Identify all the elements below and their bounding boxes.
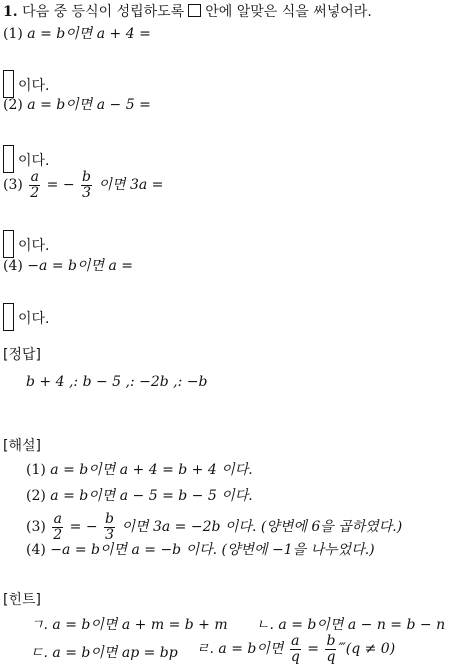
explanation-line-2 — [26, 487, 253, 505]
item-mid: = − — [46, 177, 75, 193]
item-4-answer — [3, 303, 50, 331]
hint-row-2b-post: ‴(q ≠ 0) — [338, 641, 396, 657]
explanation-line-4 — [26, 541, 375, 559]
answer-text: b + 4 ,: b − 5 ,: −2b ,: −b — [26, 374, 208, 390]
fraction — [52, 512, 63, 543]
explanation-label: (1) — [26, 462, 46, 478]
item-expression: a = b이면 a + 4 = — [27, 26, 151, 42]
item-2 — [3, 96, 151, 114]
answer-blank-box[interactable] — [3, 303, 14, 331]
answer-heading: [정답] — [3, 347, 41, 363]
item-tail: 이면 3a = — [98, 177, 164, 193]
item-suffix: 이다. — [18, 238, 50, 254]
item-3 — [3, 168, 163, 202]
hint-row-2a: ㄷ. a = b이면 ap = bp — [30, 645, 178, 661]
explanation-label: (3) — [26, 519, 46, 535]
hint-row-1a: ㄱ. a = b이면 a + m = b + m — [30, 617, 228, 633]
fraction-denominator: q — [326, 648, 336, 665]
explanation-line-3 — [26, 510, 402, 544]
item-suffix: 이다. — [18, 311, 50, 327]
hint-row-1b: ㄴ. a = b이면 a − n = b − n — [256, 617, 446, 633]
fraction-numerator: b — [82, 168, 92, 185]
problem-instruction: 다음 중 등식이 성립하도록 — [22, 4, 185, 20]
explanation-mid: = − — [69, 519, 98, 535]
fraction-denominator: 2 — [30, 184, 40, 201]
item-1-answer — [3, 70, 50, 98]
item-expression: a = b이면 a − 5 = — [27, 97, 151, 113]
fraction-denominator: 3 — [105, 526, 114, 543]
item-label: (2) — [3, 97, 23, 113]
fraction-denominator: 2 — [53, 526, 63, 543]
item-suffix: 이다. — [18, 78, 50, 94]
answer-blank-box[interactable] — [3, 230, 14, 258]
explanation-heading: [해설] — [3, 438, 41, 454]
hint-row-2b — [196, 632, 395, 666]
fraction-numerator: b — [105, 510, 115, 527]
fraction-denominator: q — [290, 648, 300, 665]
fraction — [29, 170, 40, 201]
explanation-label: (2) — [26, 488, 46, 504]
hint-row-2b-pre: ㄹ. a = b이면 — [196, 641, 284, 657]
explanation-text: −a = b이면 a = −b 이다. (양변에 −1을 나누었다.) — [50, 542, 375, 558]
item-suffix: 이다. — [18, 153, 50, 169]
item-label: (4) — [3, 258, 23, 274]
explanation-text: a = b이면 a + 4 = b + 4 이다. — [50, 462, 253, 478]
fraction — [104, 512, 115, 543]
fraction-denominator: 3 — [82, 184, 91, 201]
fraction — [325, 634, 336, 665]
problem-number: 1. — [3, 4, 18, 20]
fraction-numerator: b — [326, 632, 336, 649]
item-3-answer — [3, 230, 50, 258]
answer-blank-box[interactable] — [3, 70, 14, 98]
blank-square-icon — [188, 4, 201, 17]
item-label: (1) — [3, 26, 23, 42]
fraction — [81, 170, 92, 201]
item-4 — [3, 257, 133, 275]
problem-heading — [3, 3, 372, 21]
explanation-tail: 이면 3a = −2b 이다. (양변에 6을 곱하였다.) — [121, 519, 403, 535]
hint-heading: [힌트] — [3, 592, 41, 608]
problem-instruction-tail: 안에 알맞은 식을 써넣어라. — [205, 4, 372, 20]
explanation-text: a = b이면 a − 5 = b − 5 이다. — [50, 488, 253, 504]
fraction — [290, 634, 301, 665]
explanation-label: (4) — [26, 542, 46, 558]
item-1 — [3, 25, 151, 43]
item-expression: −a = b이면 a = — [27, 258, 133, 274]
item-label: (3) — [3, 177, 23, 193]
fraction-numerator: a — [53, 510, 62, 527]
hint-row-2b-eq: = — [307, 641, 320, 657]
fraction-numerator: a — [291, 632, 300, 649]
fraction-numerator: a — [30, 168, 39, 185]
explanation-line-1 — [26, 461, 253, 479]
